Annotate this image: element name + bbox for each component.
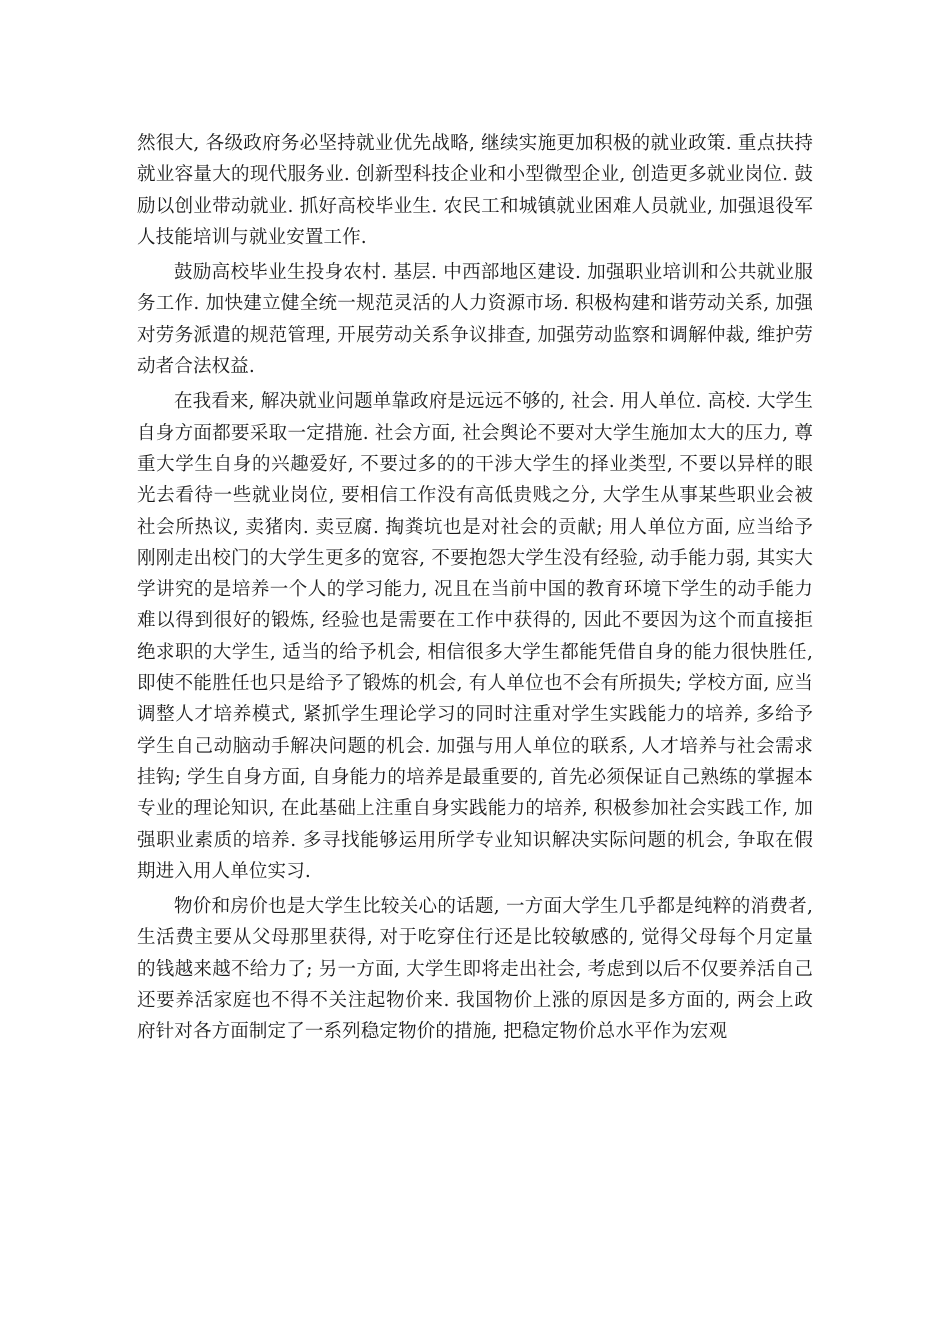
paragraph-prices: 物价和房价也是大学生比较关心的话题, 一方面大学生几乎都是纯粹的消费者, 生活费主要从父母那里获得, 对于吃穿住行还是比较敏感的, 觉得父母每个月定量的钱越来越不给力了; 另一方面, 大学生即将走出社会, 考虑到以后不仅要养活自己还要养活家庭也不得不关注起物价来. 我国物价上涨的原因是多方面的, 两会上政府针对各方面制定了一系列稳定物价的措施, 把稳定物价总水平作为宏观 (137, 896, 813, 1043)
paragraph-employment-policy: 然很大, 各级政府务必坚持就业优先战略, 继续实施更加积极的就业政策. 重点扶持就业容量大的现代服务业. 创新型科技企业和小型微型企业, 创造更多就业岗位. 鼓励以创业带动就业. 抓好高校毕业生. 农民工和城镇就业困难人员就业, 加强退役军人技能培训与就业安置工作. (137, 133, 813, 248)
paragraph-graduate-employment: 鼓励高校毕业生投身农村. 基层. 中西部地区建设. 加强职业培训和公共就业服务工作. 加快建立健全统一规范灵活的人力资源市场. 积极构建和谐劳动关系, 加强对劳务派遣的规范管理, 开展劳动关系争议排查, 加强劳动监察和调解仲裁, 维护劳动者合法权益. (137, 262, 813, 378)
document-body (137, 128, 813, 1052)
paragraph-employment-measures: 在我看来, 解决就业问题单靠政府是远远不够的, 社会. 用人单位. 高校. 大学生自身方面都要采取一定措施. 社会方面, 社会舆论不要对大学生施加太大的压力, 尊重大学生自身的兴趣爱好, 不要过多的的干涉大学生的择业类型, 不要以异样的眼光去看待一些就业岗位, 要相信工作没有高低贵贱之分, 大学生从事某些职业会被社会所热议, 卖猪肉. 卖豆腐. 掏粪坑也是对社会的贡献; 用人单位方面, 应当给予刚刚走出校门的大学生更多的宽容, 不要抱怨大学生没有经验, 动手能力弱, 其实大学讲究的是培养一个人的学习能力, 况且在当前中国的教育环境下学生的动手能力难以得到很好的锻炼, 经验也是需要在工作中获得的, 因此不要因为这个而直接拒绝求职的大学生, 适当的给予机会, 相信很多大学生都能凭借自身的能力很快胜任, 即使不能胜任也只是给予了锻炼的机会, 有人单位也不会有所损失; 学校方面, 应当调整人才培养模式, 紧抓学生理论学习的同时注重对学生实践能力的培养, 多给予学生自己动脑动手解决问题的机会. 加强与用人单位的联系, 人才培养与社会需求挂钩; 学生自身方面, 自身能力的培养是最重要的, 首先必须保证自己熟练的掌握本专业的理论知识, 在此基础上注重自身实践能力的培养, 积极参加社会实践工作, 加强职业素质的培养. 多寻找能够运用所学专业知识解决实际问题的机会, 争取在假期进入用人单位实习. (137, 391, 813, 882)
